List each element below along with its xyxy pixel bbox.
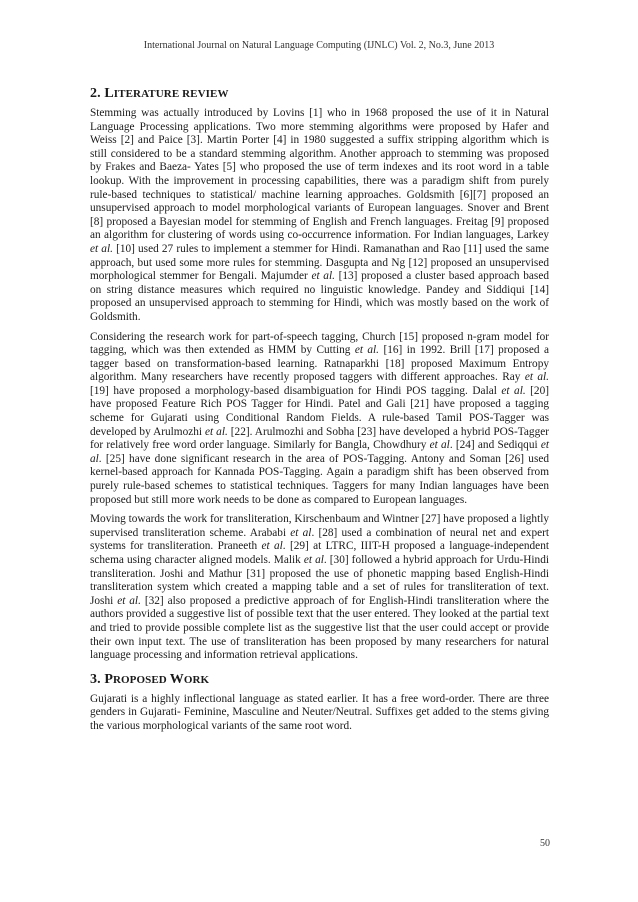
paragraph-transliteration: Moving towards the work for transliteration, Kirschenbaum and Wintner [27] have proposed a lightly supervised transliteration scheme. Arababi et al. [28] used a combination of neural net and expert systems for transliteration. Praneeth et al. [29] at LTRC, IIIT-H proposed a language-independent schema using character aligned models. Malik et al. [30] followed a hybrid approach for Urdu-Hindi transliteration. Joshi and Mathur [31] proposed the use of phonetic mapping based English-Hindi transliteration system which created a mapping table and a set of rules for transliteration of text. Joshi et al. [32] also proposed a predictive approach of for English-Hindi transliteration where the authors provided a suggestive list of possible text that the user entered. They looked at the partial text and tried to provide possible complete list as the suggestive list that the user could accept or provide their own input text. The use of transliteration has been proposed by many researchers for natural language processing and information retrieval applications. bbox=[90, 513, 550, 662]
section-heading-proposed-work bbox=[90, 672, 549, 688]
section-title-cap: W bbox=[169, 671, 184, 687]
section-title-rest: ORK bbox=[183, 673, 210, 686]
section-heading-literature-review bbox=[90, 86, 549, 102]
paragraph-gujarati: Gujarati is a highly inflectional language as stated earlier. It has a free word-order. There are three genders in Gujarati- Feminine, Masculine and Neuter/Neutral. Suffixes get added to the stems giving the various morphological variants of the same root word. bbox=[90, 692, 549, 732]
paragraph-stemming: Stemming was actually introduced by Lovins [1] who in 1968 proposed the use of it in Natural Language Processing applications. Two more stemming algorithms were proposed by Hafer and Weiss [2] and Paice [3]. Martin Porter [4] in 1980 suggested a suffix stripping algorithm which is still considered to be a standard stemming algorithm. Another approach to stemming was proposed by Frakes and Baeza- Yates [5] who proposed the use of term indexes and its root word in a table lookup. With the improvement in processing capabilities, there was a paradigm shift from purely rule-based techniques to statistical/ machine learning approaches. Goldsmith [6][7] proposed an unsupervised approach to model morphological variants of European languages. Snover and Brent [8] proposed a Bayesian model for stemming of English and French languages. Freitag [9] proposed an algorithm for clustering of words using co-occurrence information. For Indian languages, Larkey et al. [10] used 27 rules to implement a stemmer for Hindi. Ramanathan and Rao [11] used the same approach, but used some more rules for stemming. Dasgupta and Ng [12] proposed an unsupervised morphological stemmer for Bengali. Majumder et al. [13] proposed a cluster based approach based on string distance measures which required no linguistic knowledge. Pandey and Siddiqui [14] proposed an unsupervised approach to stemming for Hindi, which was mostly based on the work of Goldsmith. bbox=[90, 107, 550, 323]
running-header: International Journal on Natural Language Computing (IJNLC) Vol. 2, No.3, June 2013 bbox=[143, 40, 495, 51]
page-number: 50 bbox=[540, 838, 550, 849]
section-title-rest: ROPOSED bbox=[112, 673, 170, 686]
section-number: 2. bbox=[90, 86, 105, 101]
paragraph-pos-tagging: Considering the research work for part-of-speech tagging, Church [15] proposed n-gram model for tagging, which was then extended as HMM by Cutting et al. [16] in 1992. Brill [17] proposed a tagger based on transformation-based learning. Ratnaparkhi [18] proposed Maximum Entropy algorithm. Many researchers have recently proposed taggers with different approaches. Ray et al. [19] have proposed a morphology-based disambiguation for Hindi POS tagging. Dalal et al. [20] have proposed Feature Rich POS Tagger for Hindi. Patel and Gali [21] have proposed a tagging scheme for Gujarati using Conditional Random Fields. A rule-based Tamil POS-Tagger was developed by Arulmozhi et al. [22]. Arulmozhi and Sobha [23] have developed a hybrid POS-Tagger for relatively free word order language. Similarly for Bangla, Chowdhury et al. [24] and Sediqqui et al. [25] have done significant research in the area of POS-Tagging. Antony and Soman [26] used kernel-based approach for Kannada POS-Tagging. Again a paradigm shift has been observed from purely rule-based schemes to statistical techniques. Taggers for many Indian languages have been proposed but still more work needs to be done as compared to European languages. bbox=[90, 330, 550, 506]
section-title-rest: ITERATURE REVIEW bbox=[113, 88, 229, 100]
section-title-cap: P bbox=[104, 671, 113, 687]
page-body bbox=[90, 86, 549, 740]
section-number: 3. bbox=[90, 671, 105, 687]
section-title-cap: L bbox=[104, 86, 114, 101]
